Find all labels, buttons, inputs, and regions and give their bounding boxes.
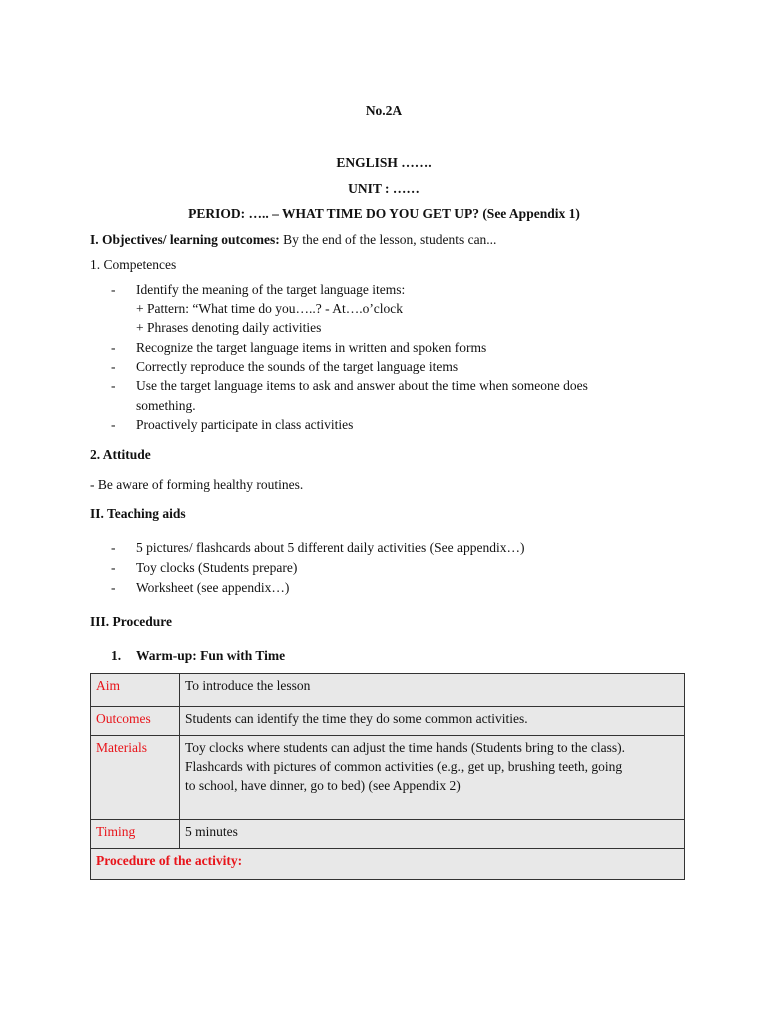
table-row	[91, 707, 685, 736]
list-item-subline: + Phrases denoting daily activities	[136, 320, 322, 335]
attitude-text: - Be aware of forming healthy routines.	[90, 477, 304, 492]
row-text: Toy clocks where students can adjust the time hands (Students bring to the class).	[185, 740, 625, 755]
table-row	[91, 820, 685, 849]
objectives-intro: By the end of the lesson, students can...	[279, 232, 497, 247]
attitude-title: 2. Attitude	[90, 447, 151, 462]
bullet-dash: -	[111, 282, 116, 297]
subject-title: ENGLISH …….	[336, 155, 432, 170]
bullet-dash: -	[111, 540, 116, 555]
row-content	[180, 707, 685, 736]
warm-up-table	[90, 673, 685, 880]
row-label: Outcomes	[91, 707, 180, 736]
row-text: Flashcards with pictures of common activities (e.g., get up, brushing teeth, going	[185, 759, 623, 774]
row-content	[180, 674, 685, 707]
objectives-line	[90, 230, 496, 249]
table-row	[91, 674, 685, 707]
list-item-subline: something.	[136, 398, 196, 413]
bullet-dash: -	[111, 560, 116, 575]
row-text: To introduce the lesson	[185, 678, 311, 693]
row-content	[180, 736, 685, 820]
list-item: Toy clocks (Students prepare)	[136, 560, 298, 575]
list-item: Correctly reproduce the sounds of the target language items	[136, 359, 459, 374]
row-text: 5 minutes	[185, 824, 238, 839]
competences-title: 1. Competences	[90, 257, 177, 272]
period-title: PERIOD: ….. – WHAT TIME DO YOU GET UP? (See Appendix 1)	[188, 206, 580, 221]
bullet-dash: -	[111, 359, 116, 374]
row-label: Materials	[91, 736, 180, 820]
list-item: 5 pictures/ flashcards about 5 different daily activities (See appendix…)	[136, 540, 525, 555]
list-item: Identify the meaning of the target language items:	[136, 282, 406, 297]
list-item: Recognize the target language items in written and spoken forms	[136, 340, 487, 355]
procedure-heading: III. Procedure	[90, 614, 172, 629]
row-label: Aim	[91, 674, 180, 707]
teaching-aids-heading: II. Teaching aids	[90, 506, 186, 521]
row-content	[180, 820, 685, 849]
document-number: No.2A	[365, 103, 403, 118]
bullet-dash: -	[111, 417, 116, 432]
bullet-dash: -	[111, 580, 116, 595]
table-footer-row	[91, 849, 685, 880]
row-text: to school, have dinner, go to bed) (see Appendix 2)	[185, 778, 461, 793]
procedure-of-activity-label: Procedure of the activity:	[91, 849, 685, 880]
bullet-dash: -	[111, 340, 116, 355]
table-row	[91, 736, 685, 820]
list-item: Use the target language items to ask and answer about the time when someone does	[136, 378, 588, 393]
objectives-heading: I. Objectives/ learning outcomes:	[90, 232, 280, 247]
list-item: Proactively participate in class activities	[136, 417, 354, 432]
row-text: Students can identify the time they do some common activities.	[185, 711, 528, 726]
bullet-dash: -	[111, 378, 116, 393]
row-label: Timing	[91, 820, 180, 849]
unit-title: UNIT : ……	[348, 181, 420, 196]
list-item: Worksheet (see appendix…)	[136, 580, 290, 595]
step-number: 1.	[111, 648, 122, 663]
list-item-subline: + Pattern: “What time do you…..? - At….o’clock	[136, 301, 404, 316]
step-title: Warm-up: Fun with Time	[136, 648, 286, 663]
